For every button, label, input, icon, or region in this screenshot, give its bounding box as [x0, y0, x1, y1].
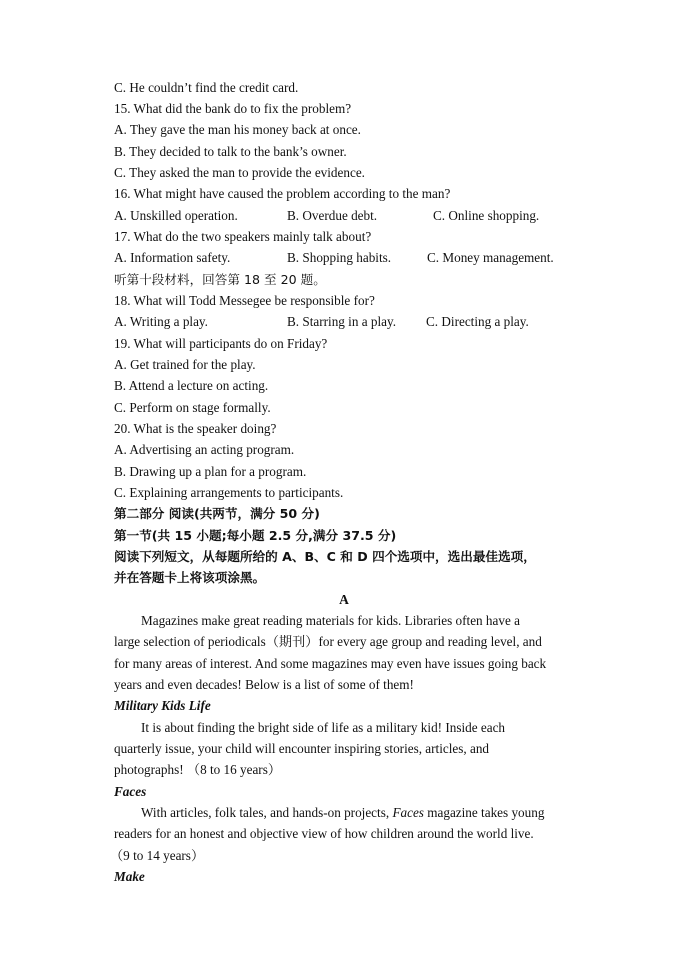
mag2-line1-pre: With articles, folk tales, and hands-on projects, — [141, 805, 393, 820]
magazine-title-make: Make — [114, 869, 145, 884]
q20-option-a: A. Advertising an acting program. — [114, 442, 295, 457]
q15-option-a: A. They gave the man his money back at once. — [114, 122, 361, 137]
q18-option-c: C. Directing a play. — [426, 314, 529, 329]
mag1-line3: photographs! （8 to 16 years） — [114, 762, 282, 777]
q15-stem: 15. What did the bank do to fix the problem? — [114, 101, 352, 116]
q19-option-c: C. Perform on stage formally. — [114, 400, 271, 415]
mag2-line1-post: magazine takes young — [423, 805, 545, 820]
q15-option-b: B. They decided to talk to the bank’s owner. — [114, 144, 347, 159]
reading-part-title: 第二部分 阅读(共两节，满分 50 分) — [114, 506, 320, 521]
mag2-line3: （9 to 14 years） — [110, 848, 205, 863]
q17-option-c: C. Money management. — [427, 250, 554, 265]
magazine-title-military-kids-life: Military Kids Life — [114, 698, 211, 713]
q17-option-a: A. Information safety. — [114, 250, 231, 265]
q16-option-b: B. Overdue debt. — [287, 208, 378, 223]
mag2-line2: readers for an honest and objective view of how children around the world live. — [114, 826, 534, 841]
q17-stem: 17. What do the two speakers mainly talk about? — [114, 229, 372, 244]
q18-stem: 18. What will Todd Messegee be responsible for? — [114, 293, 375, 308]
mag2-line1 — [141, 805, 544, 821]
intro-line1: Magazines make great reading materials for kids. Libraries often have a — [141, 613, 520, 628]
reading-instruction-line2: 并在答题卡上将该项涂黑。 — [114, 570, 266, 585]
q16-stem: 16. What might have caused the problem according to the man? — [114, 186, 451, 201]
passage-label: A — [339, 592, 349, 607]
reading-instruction-line1: 阅读下列短文，从每题所给的 A、B、C 和 D 四个选项中，选出最佳选项， — [114, 549, 536, 564]
mag1-line2: quarterly issue, your child will encounter inspiring stories, articles, and — [114, 741, 490, 756]
magazine-title-faces: Faces — [114, 784, 147, 799]
q16-option-a: A. Unskilled operation. — [114, 208, 238, 223]
section10-instruction: 听第十段材料，回答第 18 至 20 题。 — [114, 272, 326, 287]
q16-options — [114, 208, 574, 224]
q17-options — [114, 250, 574, 266]
intro-line4: years and even decades! Below is a list of some of them! — [114, 677, 414, 692]
intro-line2: large selection of periodicals（期刊）for every age group and reading level, and — [114, 634, 542, 649]
mag1-line1: It is about finding the bright side of life as a military kid! Inside each — [141, 720, 506, 735]
reading-section-title: 第一节(共 15 小题;每小题 2.5 分,满分 37.5 分) — [114, 528, 397, 543]
q18-option-a: A. Writing a play. — [114, 314, 208, 329]
q17-option-b: B. Shopping habits. — [287, 250, 392, 265]
q18-option-b: B. Starring in a play. — [287, 314, 397, 329]
q18-options — [114, 314, 554, 330]
q20-stem: 20. What is the speaker doing? — [114, 421, 277, 436]
q19-stem: 19. What will participants do on Friday? — [114, 336, 328, 351]
intro-line3: for many areas of interest. And some magazines may even have issues going back — [114, 656, 547, 671]
q16-option-c: C. Online shopping. — [433, 208, 540, 223]
q20-option-b: B. Drawing up a plan for a program. — [114, 464, 307, 479]
q14-option-c: C. He couldn’t find the credit card. — [114, 80, 299, 95]
mag2-line1-italic-title: Faces — [392, 805, 424, 820]
q19-option-a: A. Get trained for the play. — [114, 357, 256, 372]
q15-option-c: C. They asked the man to provide the evidence. — [114, 165, 365, 180]
q20-option-c: C. Explaining arrangements to participants. — [114, 485, 344, 500]
q19-option-b: B. Attend a lecture on acting. — [114, 378, 269, 393]
